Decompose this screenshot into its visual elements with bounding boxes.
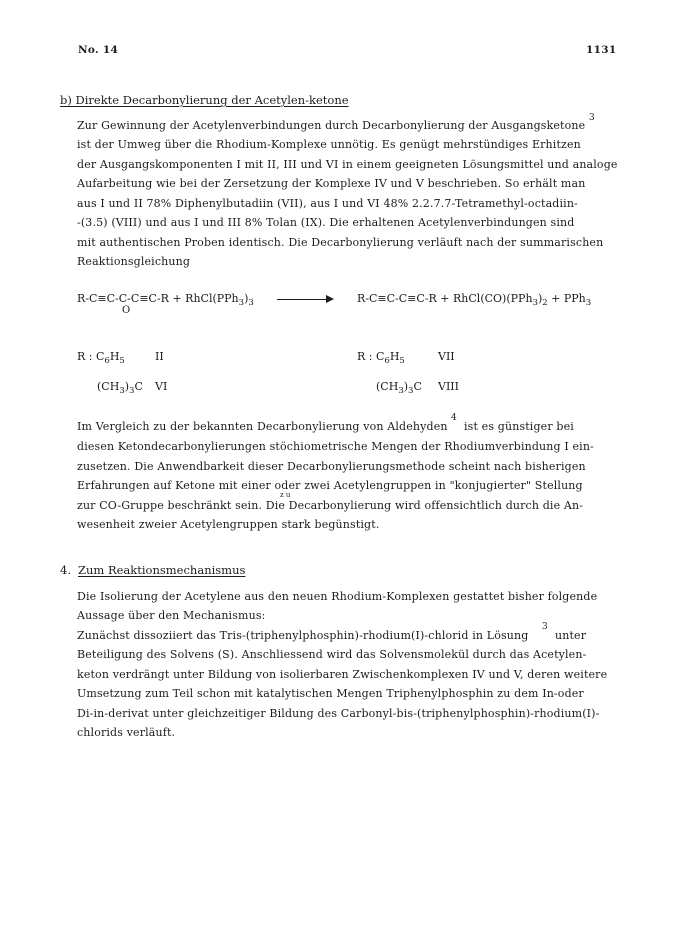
- section-4-line-3b: unter: [555, 629, 587, 642]
- compound-number-ii: II: [155, 350, 164, 363]
- subst-text: (CH: [376, 380, 399, 393]
- compound-number-vi: VI: [155, 380, 168, 393]
- section-4-line-4: Beteiligung des Solvens (S). Anschliessend wird das Solvensmolekül durch das Acetylen-: [77, 648, 587, 661]
- paragraph2-line-3: zusetzen. Die Anwendbarkeit dieser Decarbonylierungsmethode scheint nach bisherigen: [77, 460, 586, 473]
- substituent-left-tbutyl: [97, 380, 143, 396]
- substituent-right-tbutyl: [376, 380, 422, 396]
- equation-right-close: ): [537, 292, 543, 305]
- equation-left-side: [77, 292, 254, 308]
- substituent-right-phenyl: [357, 350, 405, 366]
- section-b-heading: b) Direkte Decarbonylierung der Acetylen-ketone: [60, 93, 349, 107]
- section-4-line-8: chlorids verläuft.: [77, 726, 176, 739]
- section-4-line-7: Di-in-derivat unter gleichzeitiger Bildung des Carbonyl-bis-(triphenylphosphin)-rhodium(I)-: [77, 707, 600, 720]
- carbonyl-oxygen: O: [122, 305, 131, 316]
- subst-text: H: [109, 350, 120, 363]
- subst-sub: 6: [384, 356, 390, 366]
- subst-text: C: [413, 380, 422, 393]
- equation-left-text: R-C≡C-C-C≡C-R + RhCl(PPh: [77, 292, 239, 305]
- subst-sub: 5: [399, 356, 405, 366]
- equation-right-sub3: 3: [585, 298, 592, 308]
- paragraph2-line-4: Erfahrungen auf Ketone mit einer oder zwei Acetylengruppen in "konjugierter" Stellung: [77, 479, 583, 492]
- subst-text: ): [403, 380, 409, 393]
- section-b-line-7: mit authentischen Proben identisch. Die Decarbonylierung verläuft nach der summarischen: [77, 236, 604, 249]
- section-4-line-5: keton verdrängt unter Bildung von isolierbaren Zwischenkomplexen IV und V, deren weitere: [77, 668, 608, 681]
- section-b-line-5: aus I und II 78% Diphenylbutadiin (VII), aus I und VI 48% 2.2.7.7-Tetramethyl-octadiin-: [77, 197, 578, 210]
- equation-right-side: [357, 292, 592, 308]
- subst-sub: 3: [129, 386, 135, 396]
- compound-number-vii: VII: [438, 350, 455, 363]
- substituent-left-phenyl: [77, 350, 125, 366]
- section-4-heading: Zum Reaktionsmechanismus: [78, 563, 246, 577]
- subst-text: (CH: [97, 380, 120, 393]
- footnote-ref-3-b: 3: [542, 622, 548, 632]
- subst-sub: 3: [408, 386, 414, 396]
- reaction-arrow-shaft: [277, 299, 327, 300]
- page-header-journal: No. 14: [78, 44, 119, 56]
- equation-right-plus: + PPh: [547, 292, 586, 305]
- subst-text: R : C: [77, 350, 105, 363]
- equation-left-sub: 3: [238, 298, 245, 308]
- subst-sub: 3: [398, 386, 404, 396]
- subst-text: ): [124, 380, 130, 393]
- page-number: 1131: [586, 44, 617, 56]
- section-b-line-2: ist der Umweg über die Rhodium-Komplexe unnötig. Es genügt mehrstündiges Erhitzen: [77, 138, 581, 151]
- subst-sub: 5: [119, 356, 125, 366]
- reaction-arrow-head-icon: [326, 295, 334, 303]
- paragraph2-line-5: zur CO-Gruppe beschränkt sein. Die Decarbonylierung wird offensichtlich durch die An-: [77, 499, 584, 512]
- section-4-number: 4.: [60, 563, 71, 577]
- subst-sub: 3: [119, 386, 125, 396]
- section-4-line-2: Aussage über den Mechanismus:: [77, 609, 266, 622]
- subst-text: R : C: [357, 350, 385, 363]
- section-b-line-6: -(3.5) (VIII) und aus I und III 8% Tolan (IX). Die erhaltenen Acetylenverbindungen sind: [77, 216, 575, 229]
- paragraph2-line-2: diesen Ketondecarbonylierungen stöchiometrische Mengen der Rhodiumverbindung I ein-: [77, 440, 594, 453]
- equation-right-sub: 3: [532, 298, 538, 308]
- equation-left-close: ): [244, 292, 249, 305]
- subst-text: C: [134, 380, 143, 393]
- equation-right-sub2: 2: [542, 298, 548, 308]
- equation-right-text: R-C≡C-C≡C-R + RhCl(CO)(PPh: [357, 292, 533, 305]
- paragraph2-line-6: wesenheit zweier Acetylengruppen stark begünstigt.: [77, 518, 380, 531]
- section-4-line-3a: Zunächst dissoziiert das Tris-(triphenylphosphin)-rhodium(I)-chlorid in Lösung: [77, 629, 529, 642]
- paragraph2-line-1b: ist es günstiger bei: [464, 420, 574, 433]
- compound-number-viii: VIII: [438, 380, 459, 393]
- section-4-line-6: Umsetzung zum Teil schon mit katalytischen Mengen Triphenylphosphin zu dem In-oder: [77, 687, 584, 700]
- section-b-line-3: der Ausgangskomponenten I mit II, III und VI in einem geeigneten Lösungsmittel und analoge: [77, 158, 618, 171]
- subst-sub: 6: [104, 356, 110, 366]
- handwritten-margin-note: z u: [280, 491, 291, 499]
- section-b-line-4: Aufarbeitung wie bei der Zersetzung der Komplexe IV und V beschrieben. So erhält man: [77, 177, 586, 190]
- section-4-line-1: Die Isolierung der Acetylene aus den neuen Rhodium-Komplexen gestattet bisher folgende: [77, 590, 598, 603]
- paragraph2-line-1a: Im Vergleich zu der bekannten Decarbonylierung von Aldehyden: [77, 420, 448, 433]
- subst-text: H: [389, 350, 400, 363]
- equation-left-sub2: 3: [248, 298, 254, 308]
- footnote-ref-4: 4: [451, 413, 457, 423]
- footnote-ref-3-a: 3: [589, 113, 595, 123]
- section-b-line-8: Reaktionsgleichung: [77, 255, 191, 268]
- section-b-line-1: Zur Gewinnung der Acetylenverbindungen durch Decarbonylierung der Ausgangsketone: [77, 119, 586, 132]
